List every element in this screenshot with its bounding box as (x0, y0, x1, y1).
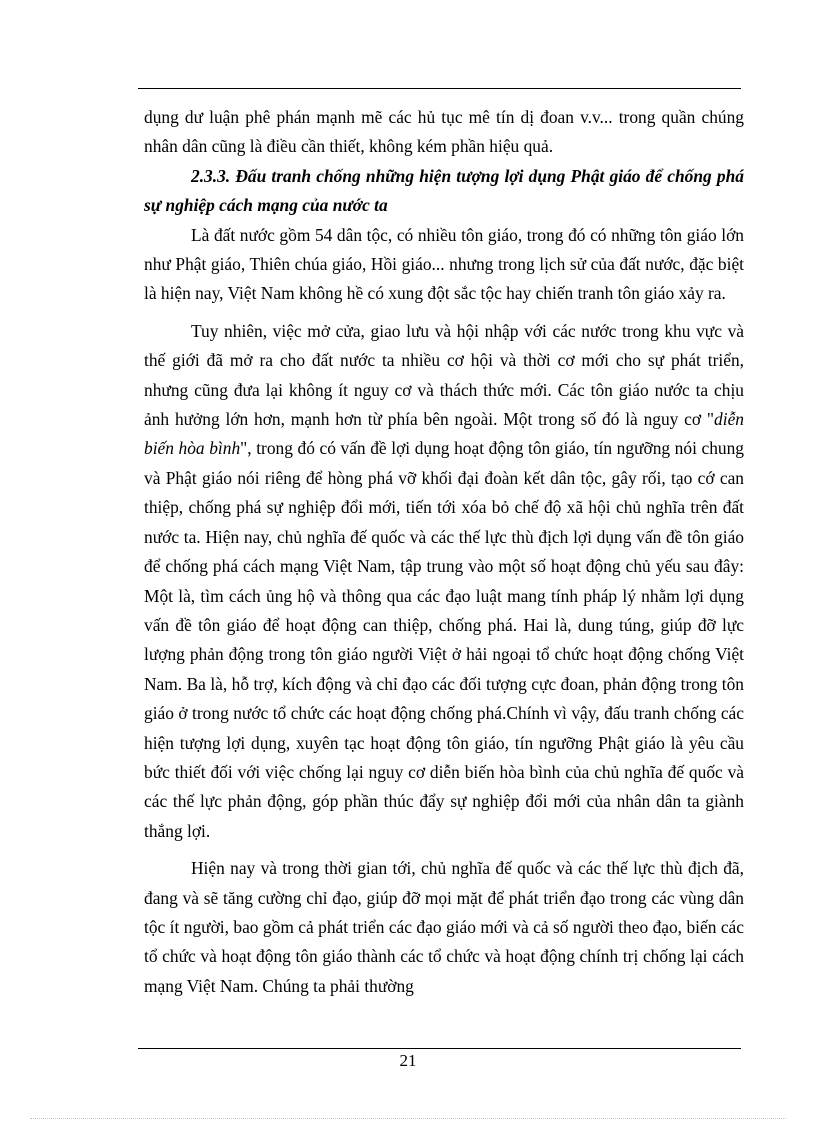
footer-rule (138, 1048, 741, 1049)
header-rule (138, 88, 741, 89)
page-body (144, 103, 744, 1001)
paragraph-main-end: ", trong đó có vấn đề lợi dụng hoạt động tôn giáo, tín ngưỡng nói chung và Phật giáo nói riêng để hòng phá vỡ khối đại đoàn kết dân tộc, gây rối, tạo cớ can thiệp, chống phá sự nghiệp đổi mới, tiến tới xóa bỏ chế độ xã hội chủ nghĩa trên đất nước ta. Hiện nay, chủ nghĩa đế quốc và các thế lực thù địch lợi dụng vấn đề tôn giáo để chống phá cách mạng Việt Nam, tập trung vào một số hoạt động chủ yếu sau đây: Một là, tìm cách ủng hộ và thông qua các đạo luật mang tính pháp lý nhằm lợi dụng vấn đề tôn giáo để hoạt động can thiệp, chống phá. Hai là, dung túng, giúp đỡ lực lượng phản động trong tôn giáo người Việt ở hải ngoại tổ chức hoạt động chống Việt Nam. Ba là, hỗ trợ, kích động và chỉ đạo các đối tượng cực đoan, phản động trong tôn giáo ở trong nước tổ chức các hoạt động chống phá.Chính vì vậy, đấu tranh chống các hiện tượng lợi dụng, xuyên tạc hoạt động tôn giáo, tín ngưỡng Phật giáo là yêu cầu bức thiết đối với việc chống lại nguy cơ diễn biến hòa bình của chủ nghĩa đế quốc và các thế lực phản động, góp phần thúc đẩy sự nghiệp đổi mới của nhân dân ta giành thắng lợi. (144, 438, 745, 841)
quoted-term: diễn biến hòa bình (144, 409, 744, 459)
page-edge-dotted-line (30, 1118, 786, 1119)
paragraph-intro: Là đất nước gồm 54 dân tộc, có nhiều tôn giáo, trong đó có những tôn giáo lớn như Phật giáo, Thiên chúa giáo, Hồi giáo... nhưng trong lịch sử của đất nước, đặc biệt là hiện nay, Việt Nam không hề có xung đột sắc tộc hay chiến tranh tôn giáo xảy ra. (144, 224, 744, 304)
paragraph-final: Hiện nay và trong thời gian tới, chủ nghĩa đế quốc và các thế lực thù địch đã, đang và sẽ tăng cường chỉ đạo, giúp đỡ mọi mặt để phát triển đạo trong các vùng dân tộc ít người, bao gồm cả phát triển các đạo giáo mới và cả số người theo đạo, biến các tổ chức và hoạt động tôn giáo thành các tổ chức và hoạt động chính trị chống lại cách mạng Việt Nam. Chúng ta phải thường (144, 858, 744, 996)
paragraph-continuation: dụng dư luận phê phán mạnh mẽ các hủ tục mê tín dị đoan v.v... trong quần chúng nhân dân cũng là điều cần thiết, không kém phần hiệu quả. (144, 107, 744, 157)
paragraph-main (144, 317, 744, 846)
page-number: 21 (399, 1051, 417, 1070)
paragraph-main-start: Tuy nhiên, việc mở cửa, giao lưu và hội nhập với các nước trong khu vực và thế giới đã mở ra cho đất nước ta nhiều cơ hội và thời cơ mới cho sự phát triển, nhưng cũng đưa lại không ít nguy cơ và thách thức mới. Các tôn giáo nước ta chịu ảnh hưởng lớn hơn, mạnh hơn từ phía bên ngoài. Một trong số đó là nguy cơ " (144, 320, 744, 430)
section-heading: 2.3.3. Đấu tranh chống những hiện tượng lợi dụng Phật giáo để chống phá sự nghiệp cách mạng của nước ta (144, 165, 744, 216)
